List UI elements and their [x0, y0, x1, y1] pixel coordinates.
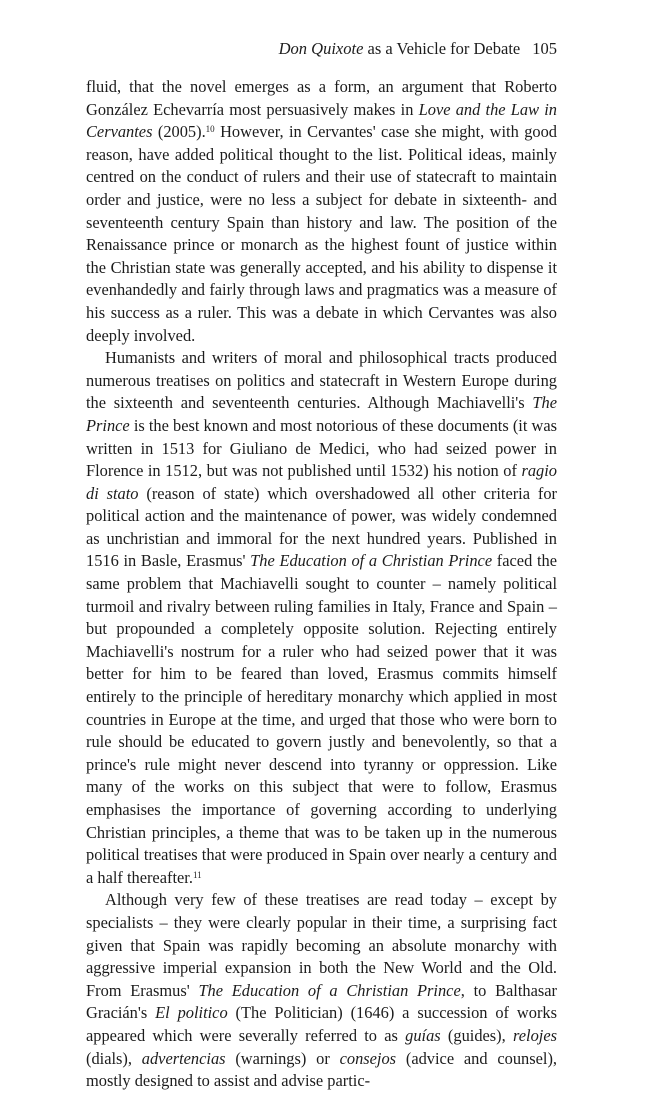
paragraph: [86, 347, 557, 889]
text-run: is the best known and most notorious of these documents (it was written in 1513 for Giuliano de Medici, who had seized power in Florence in 1512, but was not published until 1532) his notion of: [86, 415, 557, 481]
text-run: (reason of state) which overshadowed all other criteria for political action and the maintenance of power, was widely condemned as unchristian and immoral for the next hundred years. Published in 1516 in Basle, Erasmus': [86, 483, 557, 571]
text-run: (2005).: [152, 122, 206, 142]
text-run: (guides),: [440, 1025, 513, 1045]
book-page: [86, 36, 557, 1093]
footnote-reference: 11: [192, 869, 202, 880]
text-run: Humanists and writers of moral and philosophical tracts produced numerous treatises on politics and statecraft in Western Europe during the sixteenth and seventeenth centuries. Although Machiavelli's: [86, 348, 557, 413]
text-run: (warnings) or: [225, 1048, 340, 1068]
italic-text: advertencias: [141, 1048, 226, 1068]
italic-text: relojes: [512, 1025, 557, 1045]
body-text: [86, 76, 557, 1093]
text-run: (dials),: [86, 1048, 142, 1068]
text-run: Although very few of these treatises are read today – except by specialists – they were clearly popular in their time, a surprising fact given that Spain was rapidly becoming an absolute monarchy with aggressive imperial expansion in both the New World and the Old. From Erasmus': [86, 890, 557, 1000]
running-head-title: as a Vehicle for Debate: [363, 39, 521, 58]
text-run: faced the same problem that Machiavelli sought to counter – namely political turmoil and rivalry between ruling families in Italy, France and Spain – but propounded a completely opposite solution. Rejecting entirely Machiavelli's nostrum for a ruler who had seized power that it was better for him to be feared than loved, Erasmus commits himself entirely to the principle of hereditary monarchy which applied in most countries in Europe at the time, and urged that those who were born to rule should be educated to govern justly and benevolently, so that a prince's rule might never descend into tyranny or oppression. Like many of the works on this subject that were to follow, Erasmus emphasises the importance of governing according to underlying Christian principles, a theme that was to be taken up in the numerous political treatises that were produced in Spain over nearly a century and a half thereafter.: [86, 551, 557, 887]
text-run: (The Politician) (1646) a succession of works appeared which were severally referred to as: [86, 1003, 557, 1045]
italic-text: guías: [405, 1025, 441, 1045]
text-run: (advice and counsel), mostly designed to assist and advise partic-: [86, 1048, 557, 1091]
text-run: fluid, that the novel emerges as a form, an argument that Roberto González Echevarría most persuasively makes in: [86, 77, 557, 119]
paragraph: [86, 76, 557, 347]
italic-text: consejos: [339, 1048, 397, 1068]
page-number: 105: [532, 39, 557, 58]
italic-text: The Education of a Christian Prince: [250, 551, 493, 571]
paragraph: [86, 889, 557, 1092]
italic-text: The Prince: [86, 393, 557, 435]
italic-text: The Education of a Christian Prince: [198, 980, 461, 1000]
running-head-title-italic: Don Quixote: [278, 39, 364, 58]
italic-text: El politico: [155, 1003, 228, 1023]
text-run: , to Balthasar Gracián's: [86, 980, 557, 1023]
footnote-reference: 10: [205, 124, 215, 135]
running-head: [86, 36, 557, 62]
italic-text: Love and the Law in Cervantes: [86, 99, 558, 142]
italic-text: ragio di stato: [86, 461, 557, 503]
text-run: However, in Cervantes' case she might, with good reason, have added political thought to the list. Political ideas, mainly centred on the conduct of rulers and their use of statecraft to maintain order and justice, were no less a subject for debate in sixteenth- and seventeenth century Spain than history and law. The position of the Renaissance prince or monarch as the highest fount of justice within the Christian state was generally accepted, and his ability to dispense it evenhandedly and fairly through laws and pragmatics was a measure of his success as a ruler. This was a debate in which Cervantes was also deeply involved.: [86, 122, 557, 345]
